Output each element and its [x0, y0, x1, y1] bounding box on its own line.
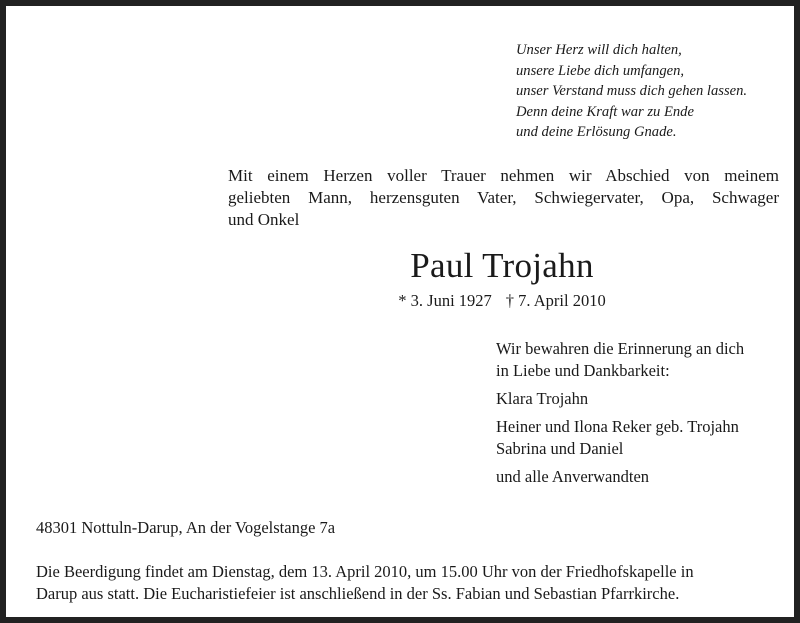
poem-line: unser Verstand muss dich gehen lassen.	[516, 83, 748, 99]
intro-line: und Onkel	[228, 210, 300, 229]
remembrance-line: Wir bewahren die Erinnerung an dich	[496, 339, 745, 358]
life-dates	[386, 290, 618, 312]
intro-line: Mit einem Herzen voller Trauer nehmen wir Abschied von meinem	[228, 166, 779, 185]
funeral-line: Die Beerdigung findet am Dienstag, dem 13. April 2010, um 15.00 Uhr von der Friedhofskapelle in	[36, 562, 694, 581]
intro-line: geliebten Mann, herzensguten Vater, Schwiegervater, Opa, Schwager	[228, 188, 779, 207]
funeral-info	[36, 561, 781, 605]
poem-line: Unser Herz will dich halten,	[516, 42, 682, 58]
poem-line: Denn deine Kraft war zu Ende	[516, 103, 694, 120]
mourner-wife: Klara Trojahn	[496, 389, 589, 408]
poem-line: und deine Erlösung Gnade.	[516, 124, 677, 140]
poem	[516, 40, 747, 143]
mourner-family	[496, 416, 744, 460]
remembrance-text	[496, 338, 744, 382]
mourners	[496, 338, 744, 494]
mourner-family-line: Heiner und Ilona Reker geb. Trojahn	[496, 417, 739, 436]
funeral-line: Darup aus statt. Die Eucharistiefeier ist anschließend in der Ss. Fabian und Sebastian Pfarrkirche.	[36, 584, 680, 603]
remembrance-line: in Liebe und Dankbarkeit:	[496, 361, 670, 380]
intro-text	[228, 165, 779, 231]
birth-date: * 3. Juni 1927	[398, 291, 492, 310]
mourner-family-line: Sabrina und Daniel	[496, 439, 624, 458]
deceased-name: Paul Trojahn	[410, 246, 594, 285]
address: 48301 Nottuln-Darup, An der Vogelstange 7a	[36, 518, 336, 537]
mourner-relatives: und alle Anverwandten	[496, 467, 650, 486]
poem-line: unsere Liebe dich umfangen,	[516, 62, 685, 79]
death-date: † 7. April 2010	[505, 291, 606, 310]
